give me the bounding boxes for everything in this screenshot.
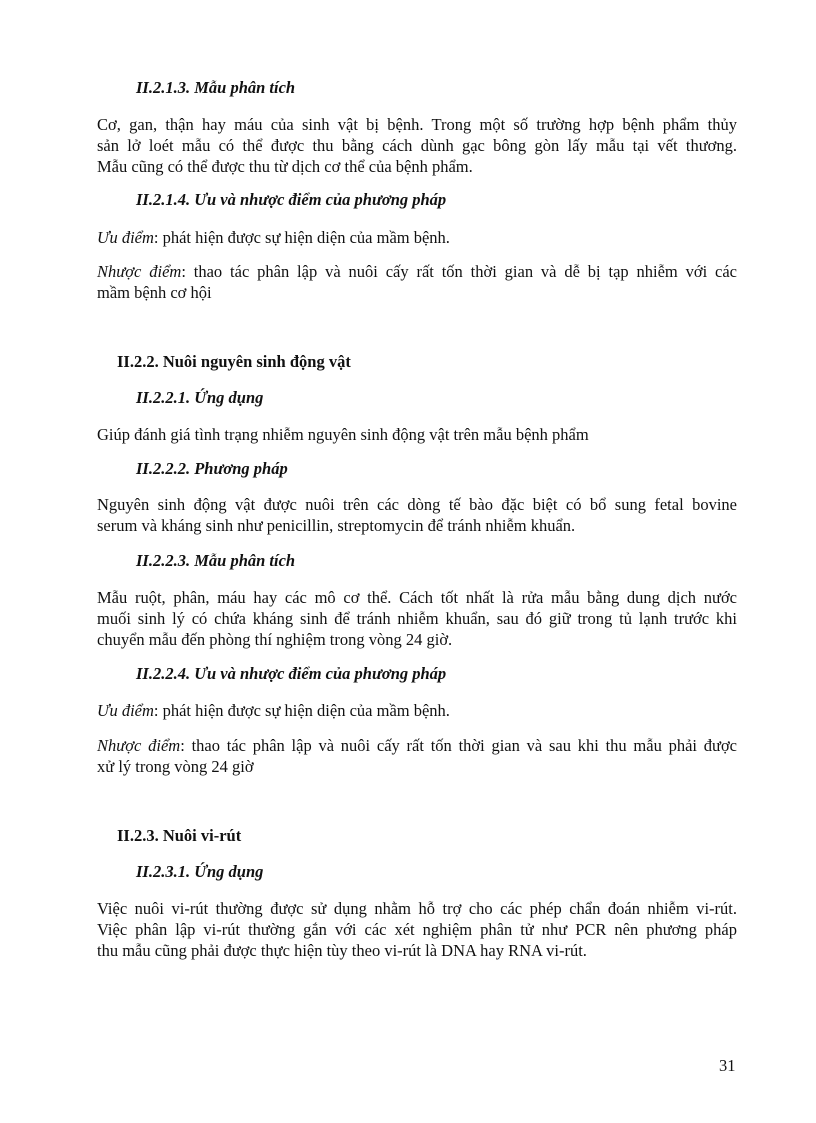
text-line: Giúp đánh giá tình trạng nhiễm nguyên sinh động vật trên mẫu bệnh phẩm [97, 425, 589, 444]
text-line [97, 700, 737, 721]
text-line: Việc nuôi vi-rút thường được sử dụng nhằm hỗ trợ cho các phép chẩn đoán nhiễm vi-rút. [97, 899, 737, 918]
text-line: xử lý trong vòng 24 giờ [97, 757, 254, 776]
text-line: chuyển mẫu đến phòng thí nghiệm trong vòng 24 giờ. [97, 630, 453, 649]
advantage-paragraph [97, 227, 737, 248]
heading-2-2: II.2.2. Nuôi nguyên sinh động vật [117, 352, 351, 371]
heading-2-1-4: II.2.1.4. Ưu và nhược điểm của phương pháp [136, 190, 447, 209]
paragraph-2-1-3 [97, 114, 737, 177]
paragraph-2-2-3 [97, 587, 737, 650]
text-line: muối sinh lý có chứa kháng sinh để tránh nhiễm khuẩn, sau đó giữ trong tủ lạnh trước khi [97, 609, 737, 628]
advantage-label: Ưu điểm [97, 701, 154, 720]
disadvantage-text: : thao tác phân lập và nuôi cấy rất tốn thời gian và dễ bị tạp nhiễm với các [181, 262, 737, 281]
page-number: 31 [719, 1056, 736, 1075]
advantage-text: : phát hiện được sự hiện diện của mầm bệnh. [153, 701, 450, 720]
text-line: serum và kháng sinh như penicillin, streptomycin để tránh nhiễm khuẩn. [97, 516, 576, 535]
heading-2-2-3: II.2.2.3. Mẫu phân tích [136, 551, 296, 570]
disadvantage-paragraph [97, 261, 737, 303]
heading-2-3: II.2.3. Nuôi vi-rút [117, 826, 242, 845]
advantage-paragraph [97, 700, 737, 721]
text-line: Mẫu cũng có thể được thu từ dịch cơ thể của bệnh phẩm. [97, 157, 473, 176]
paragraph-2-2-1 [97, 424, 737, 445]
disadvantage-text: : thao tác phân lập và nuôi cấy rất tốn thời gian và sau khi thu mẫu phải được [180, 736, 737, 755]
heading-2-1-3: II.2.1.3. Mẫu phân tích [136, 78, 296, 97]
text-line: Việc phân lập vi-rút thường gắn với các xét nghiệm phân tử như PCR nên phương pháp [97, 920, 737, 939]
text-line [97, 735, 737, 756]
text-line: Mẫu ruột, phân, máu hay các mô cơ thể. Cách tốt nhất là rửa mẫu bằng dung dịch nước [97, 588, 737, 607]
advantage-text: : phát hiện được sự hiện diện của mầm bệnh. [153, 228, 450, 247]
disadvantage-paragraph [97, 735, 737, 777]
text-line: Cơ, gan, thận hay máu của sinh vật bị bệnh. Trong một số trường hợp bệnh phẩm thủy [97, 115, 737, 134]
text-line: thu mẫu cũng phải được thực hiện tùy theo vi-rút là DNA hay RNA vi-rút. [97, 941, 587, 960]
text-line: sản lở loét mẫu có thể được thu bằng cách dùnh gạc bông gòn lấy mẫu tại vết thương. [97, 136, 737, 155]
heading-2-2-4: II.2.2.4. Ưu và nhược điểm của phương pháp [136, 664, 447, 683]
advantage-label: Ưu điểm [97, 228, 154, 247]
disadvantage-label: Nhược điểm [97, 736, 181, 755]
heading-2-2-1: II.2.2.1. Ứng dụng [136, 388, 264, 407]
text-line [97, 227, 737, 248]
text-line [97, 261, 737, 282]
text-line: Nguyên sinh động vật được nuôi trên các dòng tế bào đặc biệt có bổ sung fetal bovine [97, 495, 737, 514]
text-line: mầm bệnh cơ hội [97, 283, 212, 302]
paragraph-2-3-1 [97, 898, 737, 961]
paragraph-2-2-2 [97, 494, 737, 536]
disadvantage-label: Nhược điểm [97, 262, 182, 281]
heading-2-2-2: II.2.2.2. Phương pháp [136, 459, 288, 478]
heading-2-3-1: II.2.3.1. Ứng dụng [136, 862, 264, 881]
